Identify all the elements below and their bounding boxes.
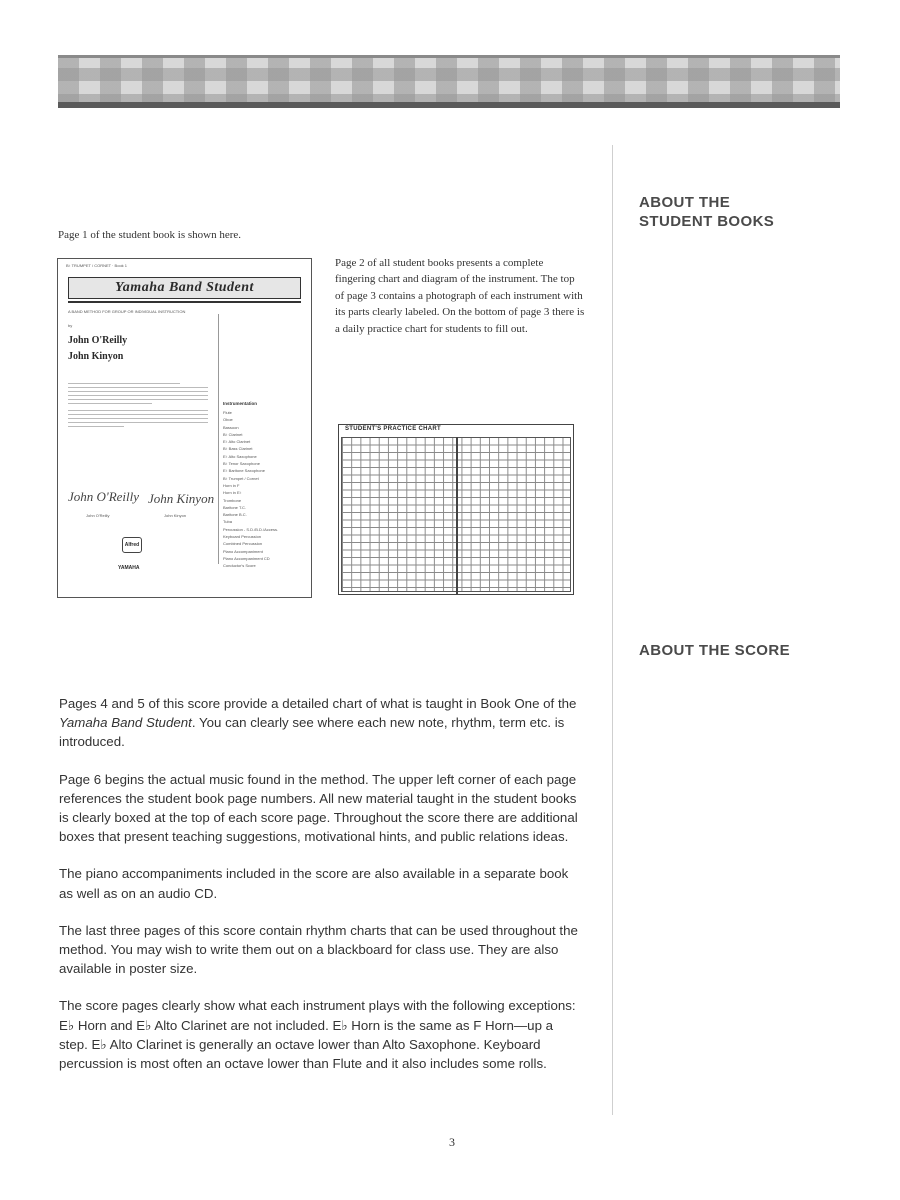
heading-line-1: ABOUT THE (639, 194, 731, 211)
practice-chart-divider (456, 437, 458, 594)
cover-runner: B♭ TRUMPET / CORNET · Book 1 (66, 263, 128, 268)
instrument-item: Oboe (223, 417, 233, 423)
instrument-item: Tuba (223, 519, 232, 525)
instrument-item: B♭ Clarinet (223, 431, 243, 437)
instrument-item: E♭ Baritone Saxophone (223, 468, 265, 474)
instrument-item: Baritone T.C. (223, 504, 247, 510)
instrument-item: Combined Percussion (223, 541, 263, 547)
heading-about-score: ABOUT THE SCORE (639, 642, 791, 659)
instrumentation-heading: Instrumentation (223, 401, 258, 406)
instrument-item: Piano Accompaniment CD (223, 555, 270, 561)
instrument-item: B♭ Bass Clarinet (223, 446, 253, 452)
instrument-item: Horn in F (223, 482, 240, 488)
paragraph: Page 6 begins the actual music found in the method. The upper left corner of each page references the student book page numbers. All new material taught in the student books is clearly boxed at the top of each score page. Throughout the score there are additional boxes that present teaching suggestions, motivational hints, and public relations ideas. (59, 771, 578, 845)
instrument-item: Flute (223, 410, 232, 415)
caption-page-1: Page 1 of the student book is shown here. (58, 229, 241, 241)
paragraph: Pages 4 and 5 of this score provide a detailed chart of what is taught in Book One of the Yamaha Band Student. You can clearly see where each new note, rhythm, term etc. is introduced. (59, 696, 577, 750)
instrument-item: Horn in E♭ (223, 490, 242, 496)
instrument-item: Conductor's Score (223, 563, 256, 569)
cover-title-underline (68, 301, 301, 303)
paragraph: The score pages clearly show what each instrument plays with the following exceptions: E♭ Horn and E♭ Alto Clarinet are not included. E♭ Horn is the same as F Horn—up a step. E♭ Alto Clarinet is generally an octave lower than Alto Saxophone. Keyboard percussion is most often an octave lower than Flute and it also includes some rolls. (59, 998, 576, 1072)
book-title: Yamaha Band Student (59, 715, 192, 731)
paragraph: The piano accompaniments included in the score are also available in a separate book as well as on an audio CD. (59, 866, 569, 901)
score-description (59, 694, 579, 1073)
header-band-bottom-rule (58, 102, 840, 108)
cover-by: by (68, 323, 73, 328)
signature-label: John O'Reilly (86, 513, 110, 518)
instrument-item: Keyboard Percussion (223, 534, 262, 540)
column-divider (612, 145, 613, 1115)
heading-line-2: STUDENT BOOKS (639, 213, 775, 230)
cover-author: John O'Reilly (68, 335, 128, 346)
signature-oreilly: John O'Reilly (68, 489, 140, 504)
instrument-list (223, 409, 278, 570)
instrument-item: B♭ Tenor Saxophone (223, 461, 260, 467)
student-book-cover (57, 258, 312, 598)
instrument-item: Baritone B.C. (223, 512, 247, 518)
instrument-item: E♭ Alto Saxophone (223, 453, 257, 459)
cover-subtitle: A BAND METHOD FOR GROUP OR INDIVIDUAL INSTRUCTION (68, 309, 186, 314)
signature-label: John Kinyon (164, 513, 187, 518)
cover-title: Yamaha Band Student (68, 277, 301, 299)
cover-author: John Kinyon (68, 351, 124, 362)
page-2-description: Page 2 of all student books presents a complete fingering chart and diagram of the instrument. The top of page 3 contains a photograph of each instrument with its parts clearly labeled. On the bottom of page 3 there is a daily practice chart for students to fill out. (335, 257, 585, 335)
instrument-item: Bassoon (223, 424, 239, 430)
paragraph: The last three pages of this score contain rhythm charts that can be used throughout the method. You may wish to write them out on a blackboard for class use. They are also available in poster size. (59, 922, 578, 977)
instrument-item: E♭ Alto Clarinet (223, 439, 251, 445)
header-band-top-rule (58, 55, 840, 58)
cover-intro-text (68, 383, 208, 430)
checkered-header-band (58, 55, 840, 108)
page-number: 3 (449, 1135, 455, 1149)
signature-kinyon: John Kinyon (148, 491, 215, 506)
yamaha-logo: YAMAHA (118, 565, 140, 571)
cover-column-rule (218, 314, 219, 564)
instrument-item: Piano Accompaniment (223, 548, 263, 554)
practice-chart-title: STUDENT'S PRACTICE CHART (345, 426, 441, 432)
instrument-item: Percussion - S.D./B.D./Access. (223, 526, 279, 532)
alfred-logo: Alfred (122, 537, 142, 553)
heading-about-student-books (639, 193, 774, 231)
instrument-item: Trombone (223, 497, 242, 503)
practice-chart-thumbnail (338, 424, 574, 595)
instrument-item: B♭ Trumpet / Cornet (223, 475, 259, 481)
